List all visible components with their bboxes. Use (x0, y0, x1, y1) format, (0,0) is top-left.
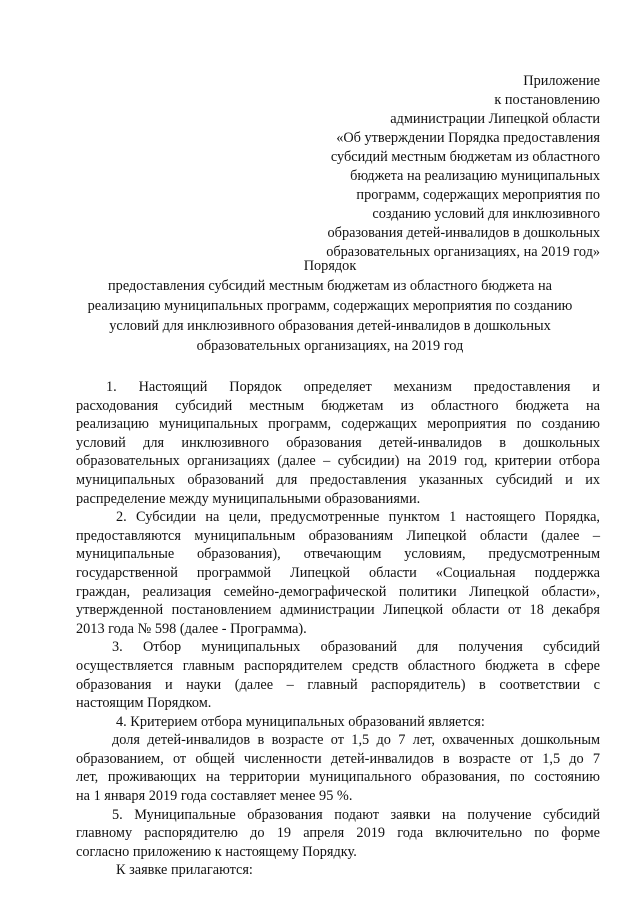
paragraph-line: К заявке прилагаются: (116, 862, 253, 879)
paragraph-line: расходования субсидий местным бюджетам из областного бюджета на (76, 397, 600, 414)
paragraph-line: настоящим Порядком. (76, 695, 212, 712)
paragraph-6 (76, 861, 600, 880)
paragraph-line: предоставляются муниципальным образованиям Липецкой области (далее – (76, 527, 600, 544)
appendix-line: бюджета на реализацию муниципальных (350, 168, 600, 184)
appendix-line: образования детей-инвалидов в дошкольных (327, 225, 600, 241)
appendix-line: администрации Липецкой области (390, 111, 600, 127)
document-title (60, 256, 600, 356)
paragraph-line: образовательных организациях (далее – субсидии) на 2019 год, критерии отбора (76, 453, 600, 470)
paragraph-line: муниципальные образования), отвечающим условиям, предусмотренным (76, 546, 600, 563)
title-line: условий для инклюзивного образования детей-инвалидов в дошкольных (109, 318, 551, 334)
paragraph-line: утвержденной постановлением администрации Липецкой области от 18 декабря (76, 602, 600, 619)
appendix-line: «Об утверждении Порядка предоставления (336, 130, 600, 146)
title-line: предоставления субсидий местным бюджетам из областного бюджета на (108, 278, 552, 294)
paragraph-line: на 1 января 2019 года составляет менее 95 %. (76, 788, 353, 805)
appendix-line: субсидий местным бюджетам из областного (330, 149, 600, 165)
paragraph-line: главному распорядителю до 19 апреля 2019 года включительно по форме (76, 825, 600, 842)
paragraph-line: лет, проживающих на территории муниципального образования, по состоянию (76, 769, 600, 786)
paragraph-2 (76, 508, 600, 638)
paragraph-line: 2. Субсидии на цели, предусмотренные пунктом 1 настоящего Порядка, (116, 509, 600, 526)
title-line: реализацию муниципальных программ, содержащих мероприятия по созданию (87, 298, 573, 314)
paragraph-line: муниципальных образований для предоставления указанных субсидий и их (76, 471, 600, 488)
appendix-line: Приложение (523, 73, 600, 89)
paragraph-line: доля детей-инвалидов в возрасте от 1,5 до 7 лет, охваченных дошкольным (112, 732, 600, 749)
appendix-line: образовательных организациях, на 2019 год» (326, 244, 600, 260)
title-heading: Порядок (303, 258, 357, 274)
document-body (76, 378, 600, 880)
paragraph-line: государственной программой Липецкой области «Социальная поддержка (76, 564, 600, 581)
appendix-line: программ, содержащих мероприятия по (356, 187, 600, 203)
paragraph-line: образованием, от общей численности детей-инвалидов в возрасте от 1,5 до 7 (76, 750, 600, 767)
paragraph-line: 4. Критерием отбора муниципальных образований является: (116, 713, 485, 730)
paragraph-1 (76, 378, 600, 508)
paragraph-4-criterion (76, 731, 600, 805)
appendix-header (300, 72, 600, 262)
paragraph-line: реализацию муниципальных программ, содержащих мероприятия по созданию (76, 416, 600, 433)
title-line: образовательных организациях, на 2019 год (196, 338, 464, 354)
paragraph-line: 5. Муниципальные образования подают заявки на получение субсидий (112, 806, 600, 823)
paragraph-5 (76, 806, 600, 862)
paragraph-3 (76, 638, 600, 712)
paragraph-4 (76, 713, 600, 732)
appendix-line: созданию условий для инклюзивного (372, 206, 600, 222)
paragraph-line: граждан, реализация семейно-демографической политики Липецкой области», (76, 583, 600, 600)
paragraph-line: осуществляется главным распорядителем средств областного бюджета в сфере (76, 657, 600, 674)
paragraph-line: образования и науки (далее – главный распорядитель) в соответствии с (76, 676, 600, 693)
paragraph-line: 1. Настоящий Порядок определяет механизм предоставления и (106, 379, 600, 395)
paragraph-line: 3. Отбор муниципальных образований для получения субсидий (112, 639, 600, 656)
paragraph-line: условий для инклюзивного образования детей-инвалидов в дошкольных (76, 434, 600, 451)
paragraph-line: согласно приложению к настоящему Порядку. (76, 843, 357, 860)
paragraph-line: 2013 года № 598 (далее - Программа). (76, 620, 307, 637)
appendix-line: к постановлению (494, 92, 600, 108)
paragraph-line: распределение между муниципальными образованиями. (76, 490, 421, 507)
